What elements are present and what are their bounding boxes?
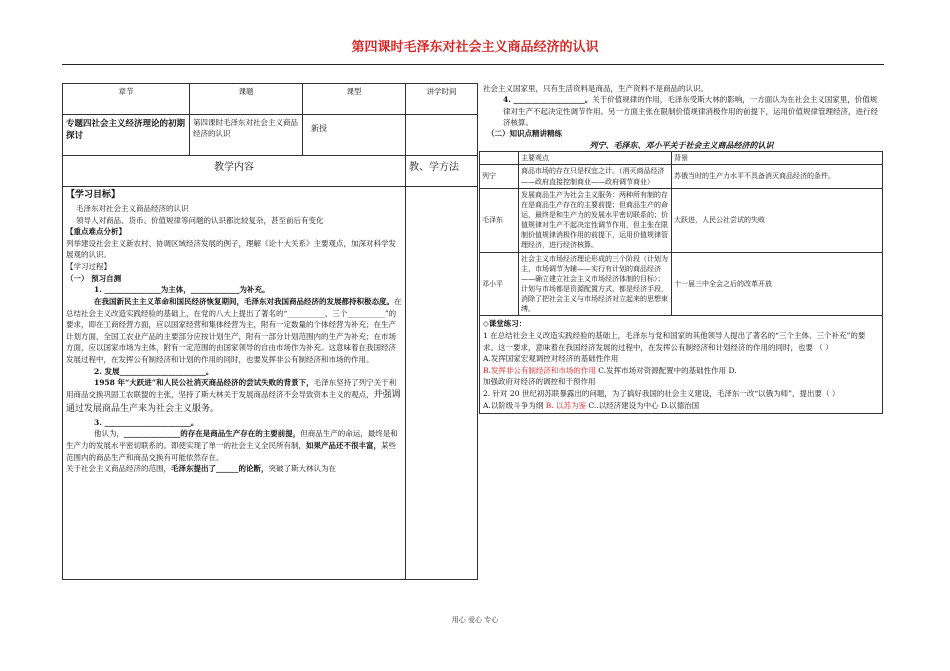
- question-3-bold: _______________的存在是商品生产存在的主要前提，: [124, 429, 301, 439]
- question-3-last-bold: 毛泽东提出了______的论断，: [171, 464, 269, 474]
- header-divider: [62, 64, 884, 65]
- practice-box: [479, 316, 883, 414]
- comparison-subtitle: 列宁、毛泽东、邓小平关于社会主义商品经济的认识: [589, 140, 774, 151]
- question-4-text: 关于价值规律的作用，毛泽东受斯大林的影响，一方面认为在社会主义国家里，价值规律对生产不起决定性调节作用。另一方面主张在限制价值规律消极作用的前提下，运用价值规律管理经济，进行经济核算。: [503, 95, 878, 127]
- content-row: [63, 187, 478, 580]
- question-1: 1. _______________为主体，_____________为补充。: [94, 285, 270, 295]
- question-3-last-pre: 关于社会主义商品经济的范围，: [66, 464, 171, 474]
- info-row: [63, 115, 478, 156]
- page-title: 第四课时毛泽东对社会主义商品经济的认识: [351, 40, 599, 55]
- row-view: 发展商品生产为社会主义服务：两种所有制的存在是商品生产存在的主要前提；但商品生产的命运，最终是和生产力的发展水平密切联系的；价值规律对生产不起决定性调节作用，但主张在限制价值规律消极作用的前提下，运用价值规律管理经济，进行经济核算。: [519, 188, 672, 252]
- question-3-pre: 他认为，: [94, 429, 124, 439]
- question-3: 3. _______________________。: [94, 417, 199, 427]
- practice-q1: 1 在总结社会主义改造实践经验的基础上，毛泽东与党和国家的其他领导人提出了著名的“三个主体、三个补充”的要求。这一要求，意味着在我国经济发展的过程中，在发挥公有制经济和计划经济的作用的同时，也要 （ ）: [483, 330, 866, 352]
- key-title: 【重点难点分析】: [66, 227, 126, 237]
- lesson-cell: 第四课时毛泽东对社会主义商品经济的认识: [190, 115, 303, 156]
- method-header: 教、学方法: [406, 156, 478, 187]
- chapter-cell: 专题四社会主义经济理论的初期探讨: [63, 115, 190, 156]
- content-cell: [63, 187, 406, 580]
- goal-2: 领导人对商品、货币、价值规律等问题的认识都比较复杂，甚至前后有变化: [76, 215, 324, 225]
- table-header-row: [63, 84, 478, 115]
- question-3-text: 但商品生产的命运，最终是和生产力的发展水平密切联系的。即使实现了单一的社会主义全民所有制，: [66, 429, 398, 451]
- row-view: 社会主义市场经济理论形成的三个阶段（计划为主，市场调节为辅——实行有计划的商品经济——确立建立社会主义市场经济体制的目标）；计划与市场都是资源配置方式，都是经济手段，消除了把社会主义与市场经济对立起来的思想束缚。: [519, 252, 672, 316]
- method-cell: [406, 187, 478, 580]
- row-name: 列宁: [480, 165, 519, 188]
- right-continuation: 社会主义国家里，只有生活资料是商品，生产资料不是商品的认识。: [483, 84, 708, 93]
- content-header-row: [63, 156, 478, 187]
- practice-q2-a: A.以阶级斗争为纲: [483, 400, 546, 410]
- question-2: 2. 发展_______________________。: [94, 366, 214, 376]
- question-4-label: 4. ___________________。: [503, 95, 593, 105]
- row-view: 商品市场的存在只是权宜之计。（消灭商品经济——政府直接控制商业——政府调节商业）: [519, 165, 672, 188]
- practice-q2-cd: C..以经济建设为中心 D.以德治国: [585, 400, 700, 410]
- time-cell: [406, 115, 478, 156]
- row-background: 苏俄当时的生产力水平不具备消灭商品经济的条件。: [672, 165, 883, 188]
- comparison-header-name: [480, 152, 519, 165]
- right-column: [479, 83, 884, 414]
- question-2-bold: 1958 年“大跃进”和人民公社消灭商品经济的尝试失败的背景下，: [94, 378, 314, 388]
- key-text: 列举建设社会主义新农村、协调区域经济发展的例子，理解《论十大关系》主要观点，加深对科学发展观的认识。: [66, 238, 396, 260]
- practice-q1-a: A.发挥国家宏观调控对经济的基础性作用: [483, 354, 619, 364]
- header-lesson: 课题: [190, 84, 303, 115]
- comparison-row-mao: [480, 188, 883, 252]
- comparison-header-view: 主要观点: [519, 152, 672, 165]
- header-type: 课型: [303, 84, 406, 115]
- question-1-bold: 在我国新民主主义革命和国民经济恢复期间，毛泽东对我国商品经济的发展都持积极态度。: [94, 296, 394, 306]
- comparison-row-lenin: [480, 165, 883, 188]
- question-2-text: 毛泽东坚持了列宁关于利用商品交换巩固工农联盟的主张，坚持了斯大林关于发展商品经济不会导致资本主义的观点，: [66, 378, 397, 399]
- row-name: 邓小平: [480, 252, 519, 316]
- section-2-title: （二）知识点精讲精练: [487, 129, 562, 138]
- question-3-last-post: 突破了斯大林认为在: [268, 464, 336, 474]
- practice-q2: 2. 针对 20 世纪初苏联暴露出的问题，为了搞好我国的社会主义建设，毛泽东一改“以俄为师”，提出要（ ）: [483, 389, 840, 399]
- header-chapter: 章节: [63, 84, 190, 115]
- question-3-text-2: 某些范围内的商品生产和商品交换有可能依然存在。: [66, 441, 396, 462]
- process-title: 【学习过程】: [66, 262, 111, 272]
- comparison-row-deng: [480, 252, 883, 316]
- question-2-text-large: 并强调通过发展商品生产来为社会主义服务。: [66, 389, 401, 414]
- row-name: 毛泽东: [480, 188, 519, 252]
- question-3-bold-2: 如果产品还不很丰富，: [306, 441, 381, 451]
- comparison-header-background: 背景: [672, 152, 883, 165]
- practice-q1-b: B.发挥非公有制经济和市场的作用: [483, 365, 596, 375]
- page-footer: 用心 爱心 专心: [451, 616, 499, 624]
- preview-title: （一） 预习自测: [66, 273, 122, 283]
- practice-q1-d: 加强政府对经济的调控和干预作用: [483, 377, 596, 387]
- row-background: 十一届三中全会之后的改革开放: [672, 252, 883, 316]
- type-cell: 新授: [303, 115, 406, 156]
- question-1-text: 在总结社会主义改造实践经验的基础上，在党的八大上提出了著名的“__________、三个__________”的要求，即在工商经营方面，应以国家经营和集体经营为主，附有一定数量的个体经营为补充；在生产计划方面，全国工农业产品的主要部分应按计划生产，附有一部分计划范围内的生产为补充；在市场方面，应以国家市场为主体，附有一定范围的由国家领导的自由市场作为补充。这意味着在我国经济发展过程中，在发挥公有制经济和计划的作用的同时，也要发挥非公有制经济和市场的作用。: [66, 296, 402, 365]
- practice-title: ◇课堂练习：: [483, 319, 527, 329]
- lesson-plan-table: [62, 83, 478, 580]
- goal-1: 毛泽东对社会主义商品经济的认识: [76, 203, 189, 213]
- goal-title: 【学习目标】: [66, 190, 121, 200]
- row-background: 大跃进，人民公社尝试的失败: [672, 188, 883, 252]
- header-time: 讲学时间: [406, 84, 478, 115]
- comparison-table: [479, 151, 883, 316]
- practice-q1-c: C.发挥市场对资源配置中的基础性作用 D.: [595, 365, 737, 375]
- content-header: 教学内容: [63, 156, 406, 187]
- comparison-header-row: [480, 152, 883, 165]
- practice-q2-b: B. 以苏为鉴: [545, 400, 586, 410]
